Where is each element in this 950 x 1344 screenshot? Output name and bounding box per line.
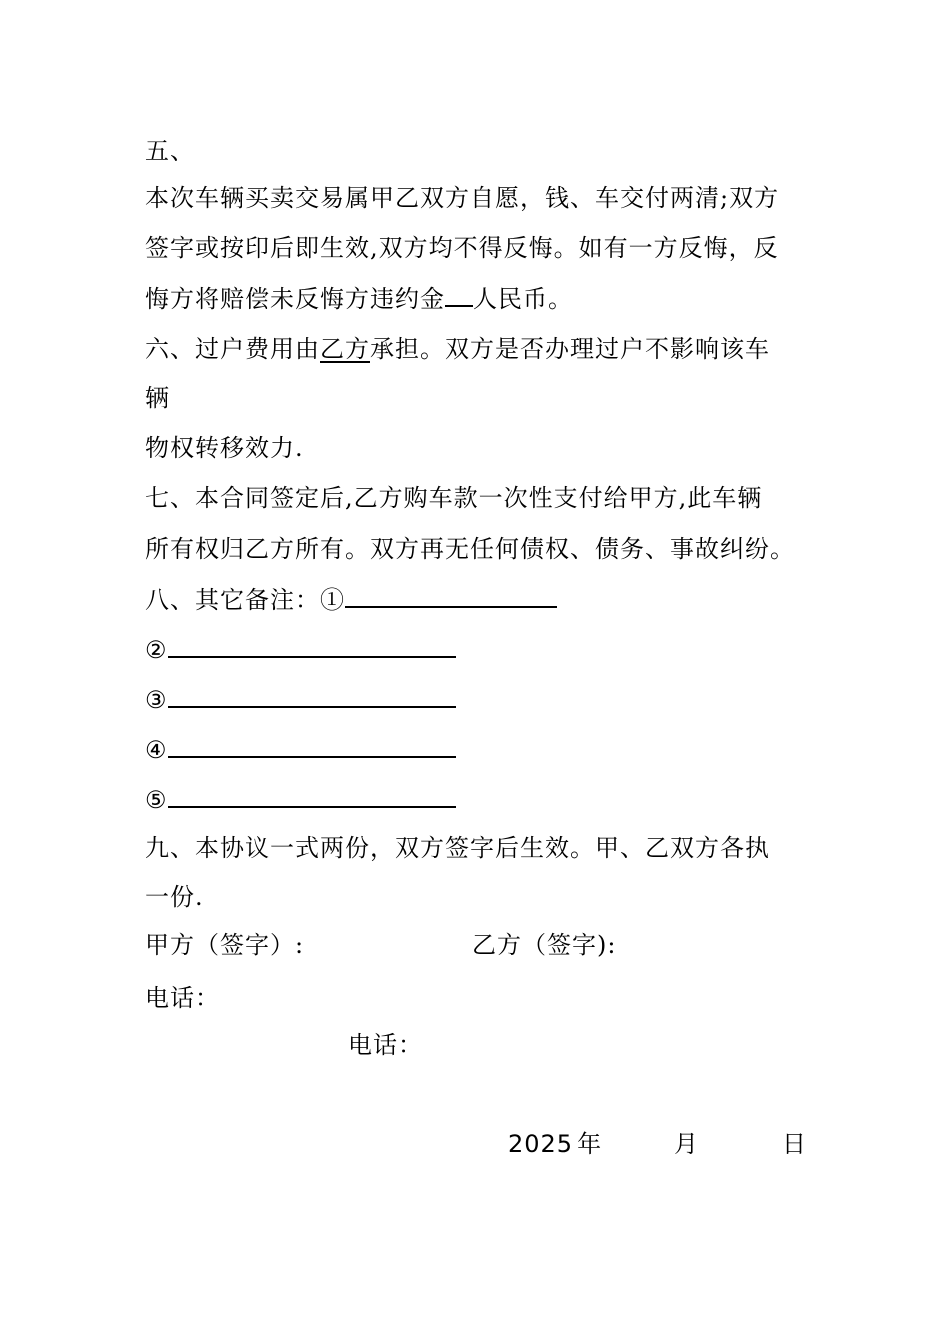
date-year-unit: 年 bbox=[577, 1130, 603, 1158]
party-b-phone bbox=[348, 1030, 423, 1060]
clause-9-line-2-text: 一份. bbox=[145, 883, 204, 911]
remark-marker-5: ⑤ bbox=[145, 786, 168, 814]
party-b-signature-label: 乙方（签字): bbox=[472, 931, 617, 959]
clause-5-line-3 bbox=[145, 283, 573, 314]
clause-6-post: 承担。双方是否办理过户不影响该车 bbox=[370, 335, 770, 363]
party-a-phone bbox=[145, 983, 220, 1013]
clause-7-line-2-text: 所有权归乙方所有。双方再无任何债权、债务、事故纠纷。 bbox=[145, 535, 795, 563]
clause-6-pre: 六、过户费用由 bbox=[145, 335, 320, 363]
clause-6-line-3 bbox=[145, 433, 304, 463]
party-a-signature bbox=[145, 930, 304, 960]
remark-blank-1 bbox=[345, 584, 557, 608]
clause-6-line-1 bbox=[145, 334, 770, 364]
remark-marker-1: ① bbox=[320, 586, 345, 614]
party-a-phone-label: 电话： bbox=[145, 984, 220, 1012]
clause-5-line-3-post: 人民币。 bbox=[473, 285, 573, 313]
clause-9-line-1-text: 九、本协议一式两份，双方签字后生效。甲、乙双方各执 bbox=[145, 834, 770, 862]
clause-8-item-3 bbox=[145, 684, 456, 715]
clause-5-heading bbox=[145, 136, 195, 166]
remark-blank-5 bbox=[168, 784, 456, 808]
remark-blank-2 bbox=[168, 634, 456, 658]
remark-marker-4: ④ bbox=[145, 736, 168, 764]
clause-7-line-2 bbox=[145, 534, 795, 564]
date-day-unit: 日 bbox=[782, 1130, 807, 1158]
party-b-phone-label: 电话： bbox=[348, 1031, 423, 1059]
clause-5-line-3-pre: 悔方将赔偿未反悔方违约金 bbox=[145, 285, 445, 313]
clause-6-line-2 bbox=[145, 383, 170, 413]
party-a-signature-label: 甲方（签字）: bbox=[145, 931, 305, 959]
clause-5-line-2 bbox=[145, 233, 779, 263]
clause-6-line-2-text: 辆 bbox=[145, 384, 170, 412]
clause-9-line-1 bbox=[145, 833, 770, 863]
date-month-unit: 月 bbox=[674, 1130, 699, 1158]
clause-5-heading-text: 五、 bbox=[145, 137, 195, 165]
remark-marker-2: ② bbox=[145, 636, 168, 664]
clause-5-line-1 bbox=[145, 183, 779, 213]
remark-marker-3: ③ bbox=[145, 686, 168, 714]
party-b-signature bbox=[472, 930, 616, 960]
clause-8-label: 八、其它备注： bbox=[145, 586, 320, 614]
clause-8-item-5 bbox=[145, 784, 456, 815]
clause-8-item-4 bbox=[145, 734, 456, 765]
date-year: 2025 bbox=[508, 1130, 574, 1158]
remark-blank-3 bbox=[168, 684, 456, 708]
clause-8-line-1 bbox=[145, 584, 557, 615]
clause-8-item-2 bbox=[145, 634, 456, 665]
date-day bbox=[782, 1129, 807, 1159]
penalty-amount-blank bbox=[445, 283, 473, 307]
transfer-fee-party: 乙方 bbox=[320, 335, 370, 363]
clause-5-line-2-text: 签字或按印后即生效,双方均不得反悔。如有一方反悔，反 bbox=[145, 234, 779, 262]
date-line bbox=[508, 1129, 602, 1159]
remark-blank-4 bbox=[168, 734, 456, 758]
clause-9-line-2 bbox=[145, 882, 204, 912]
date-month bbox=[674, 1129, 699, 1159]
clause-7-line-1 bbox=[145, 483, 762, 513]
clause-7-line-1-text: 七、本合同签定后,乙方购车款一次性支付给甲方,此车辆 bbox=[145, 484, 763, 512]
clause-5-line-1-text: 本次车辆买卖交易属甲乙双方自愿，钱、车交付两清;双方 bbox=[145, 184, 780, 212]
clause-6-line-3-text: 物权转移效力. bbox=[145, 434, 304, 462]
